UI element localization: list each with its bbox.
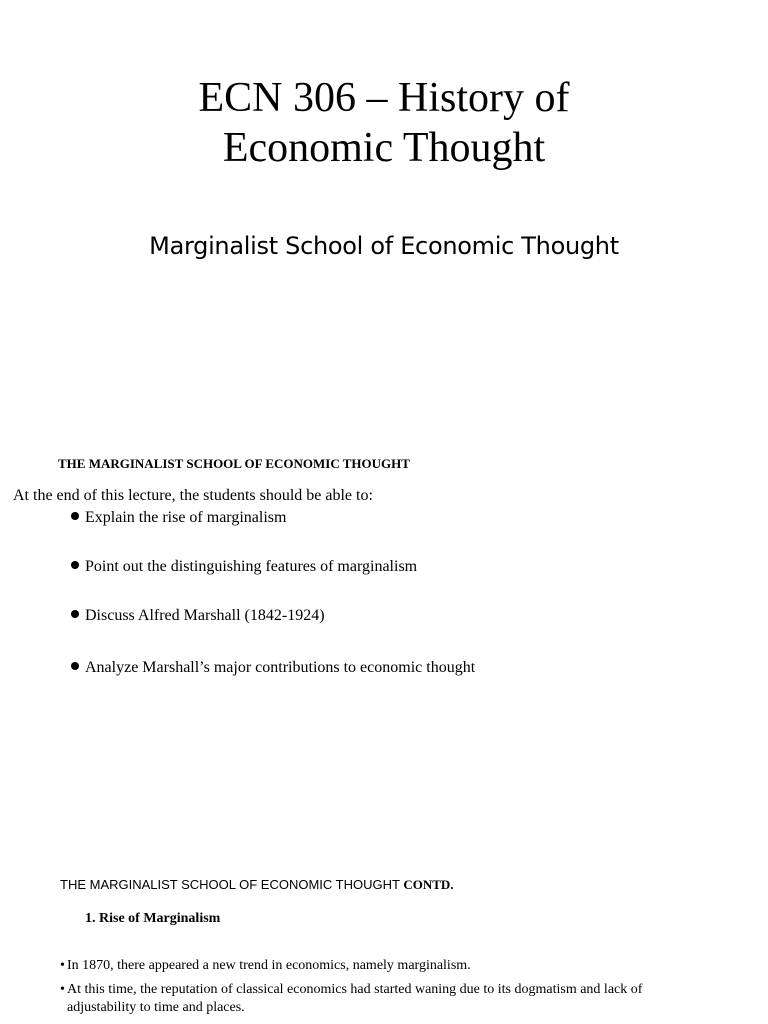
slide-subtitle: Marginalist School of Economic Thought <box>149 232 619 260</box>
objective-item <box>71 508 286 528</box>
objective-item <box>71 557 417 577</box>
bullet-dot-icon <box>71 662 79 670</box>
list-item-text: In 1870, there appeared a new trend in economics, namely marginalism. <box>67 958 471 973</box>
list-item <box>60 981 707 1017</box>
content-heading-suffix: CONTD. <box>403 877 454 892</box>
slide-title-line-2: Economic Thought <box>222 125 546 171</box>
bullet-dot-icon <box>71 512 79 520</box>
content-heading-text: THE MARGINALIST SCHOOL OF ECONOMIC THOUGHT <box>60 877 400 892</box>
bullet-dot-icon <box>71 610 79 618</box>
bullet-icon: • <box>60 958 65 973</box>
objective-text: Explain the rise of marginalism <box>85 509 287 526</box>
list-item <box>60 957 707 975</box>
content-slide <box>0 850 768 1024</box>
objective-item <box>71 658 475 678</box>
objective-text: Point out the distinguishing features of marginalism <box>85 558 418 575</box>
content-heading <box>60 876 454 894</box>
list-item-text: At this time, the reputation of classical economics had started waning due to its dogmatism and lack of adjustability to time and places. <box>67 982 643 1015</box>
objectives-intro: At the end of this lecture, the students should be able to: <box>13 487 373 504</box>
slide-title-line-1: ECN 306 – History of <box>198 75 570 121</box>
content-subheading: 1. Rise of Marginalism <box>85 911 221 926</box>
objective-text: Analyze Marshall’s major contributions to economic thought <box>85 659 476 676</box>
title-slide <box>0 0 768 420</box>
bullet-icon: • <box>60 982 65 997</box>
objectives-heading: THE MARGINALIST SCHOOL OF ECONOMIC THOUGHT <box>58 456 410 471</box>
objectives-slide <box>0 420 768 850</box>
objective-item <box>71 606 325 626</box>
bullet-dot-icon <box>71 561 79 569</box>
objective-text: Discuss Alfred Marshall (1842-1924) <box>85 607 325 624</box>
